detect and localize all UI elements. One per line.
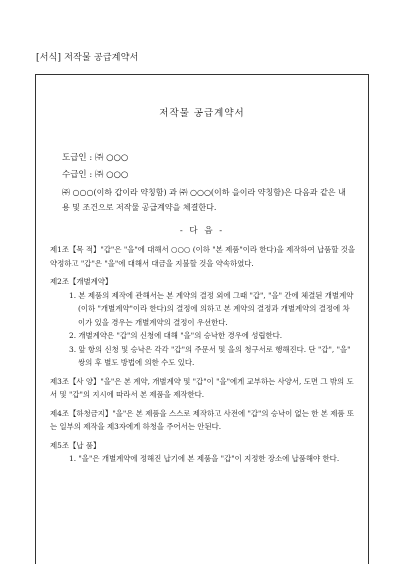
section-heading: - 다 음 - (179, 226, 225, 236)
article-1 (50, 243, 356, 270)
article-4 (50, 407, 356, 434)
article-3-text: 제3조【사 양】"을"은 본 계약, 개별계약 및 "갑"이 "을"에게 교부하는 사양서, 도면 그 밖의 도서 및 "갑"의 지시에 따라서 본 제품을 제작한다. (50, 376, 354, 399)
article-3 (50, 375, 356, 402)
contractor-line: 도급인 : ㈜ ○○○ (62, 153, 129, 163)
article-1-text: 제1조【목 적】"갑"은 "을"에 대해서 ○○○ (이하 "본 제품"이라 한다)을 제작하여 납품할 것을 약정하고 "갑"은 "을"에 대해서 대금을 지불할 것을 약속하였다. (50, 245, 356, 268)
preamble-text: ㈜ ○○○(이하 갑이라 약칭함) 과 ㈜ ○○○(이하 을이라 약칭함)은 다음과 같은 내용 및 조건으로 저작물 공급계약을 체결한다. (62, 188, 346, 212)
contract-document (35, 74, 369, 564)
parties-block (62, 150, 128, 184)
article-5 (50, 439, 356, 466)
articles-list (50, 243, 356, 471)
form-label: [서식] 저작물 공급계약서 (36, 53, 139, 63)
article-5-heading: 제5조【납 품】 (50, 440, 101, 450)
article-2-item-2: 2. 개별계약은 "갑"의 신청에 대해 "을"의 승낙한 경우에 성립한다. (69, 331, 283, 340)
article-5-item-1: 1. "을"은 개별계약에 정해진 납기에 본 제품을 "갑"이 지정한 장소에 납품해야 한다. (69, 454, 340, 463)
subcontractor-line: 수급인 : ㈜ ○○○ (62, 170, 129, 180)
article-2-item-3: 3. 앞 항의 신청 및 승낙은 각각 "갑"의 주문서 및 을의 청구서로 행해진다. 단 "갑", "을" 쌍의 후 별도 방법에 의한 수도 있다. (69, 344, 351, 367)
document-title: 저작물 공급계약서 (159, 108, 245, 119)
article-2-heading: 제2조【개별계약】 (50, 277, 113, 286)
article-2-item-1: 1. 본 제품의 제작에 관해서는 본 계약의 결정 외에 그때 "갑", "을" 간에 체결된 개별계약(이하 "개별계약"이라 한다)의 결정에 의하고 본 계약의 결정과 개별계약의 결정에 차이가 있을 경우는 개별계약의 결정이 우선한다. (69, 290, 354, 327)
article-2 (50, 275, 356, 370)
article-4-text: 제4조【하청금지】"을"은 본 제품을 스스로 제작하고 사전에 "갑"의 승낙이 없는 한 본 제품 또는 일부의 제작을 제3자에게 하청을 주어서는 안된다. (50, 408, 355, 431)
